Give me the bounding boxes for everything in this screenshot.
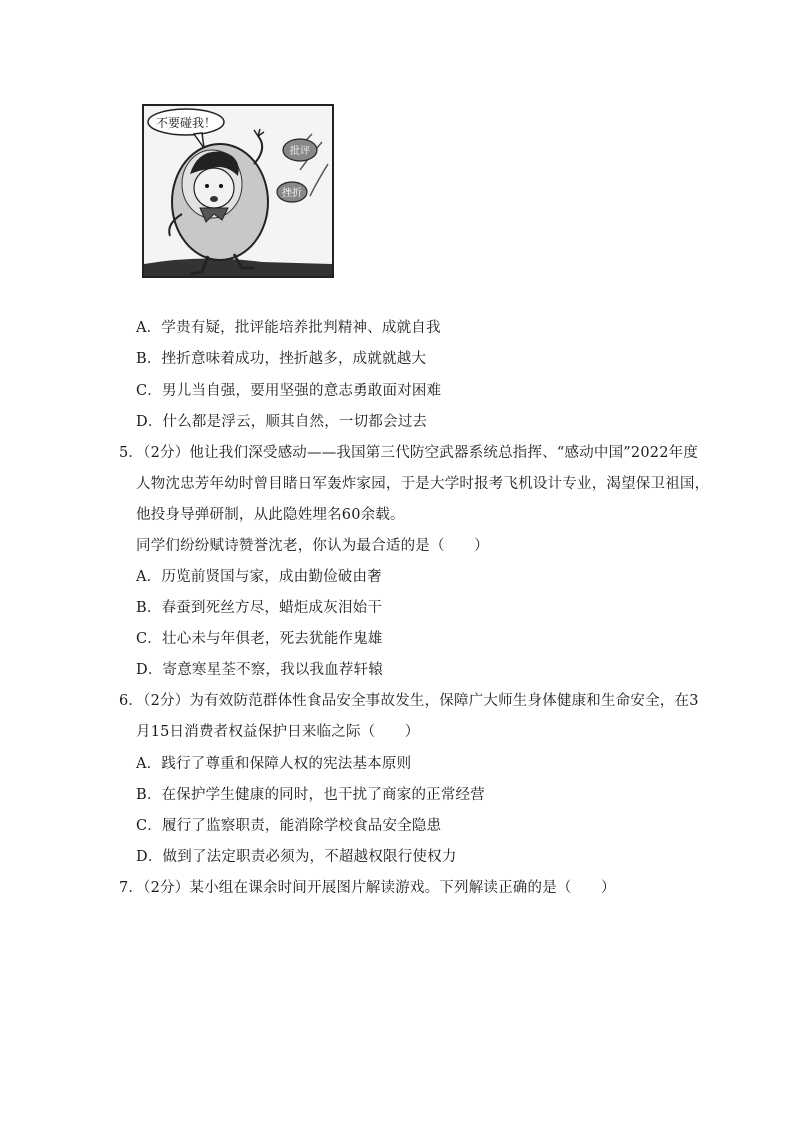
q5-stem-line-3: 他投身导弹研制，从此隐姓埋名60余载。 (136, 507, 405, 523)
q5-stem-line-1: 5．（2分）他让我们深受感动——我国第三代防空武器系统总指挥、“感动中国”2022年度 (119, 445, 699, 461)
q5-option-d[interactable]: D．寄意寒星荃不察，我以我血荐轩辕 (136, 662, 384, 678)
q5-option-b[interactable]: B．春蚕到死丝方尽，蜡炬成灰泪始干 (136, 600, 383, 616)
speech-text: 不要碰我！ (155, 116, 217, 130)
q4-option-c[interactable]: C．男儿当自强，要用坚强的意志勇敢面对困难 (136, 383, 442, 399)
q6-option-a[interactable]: A．践行了尊重和保障人权的宪法基本原则 (136, 756, 412, 772)
setback-stone (277, 182, 307, 202)
q6-stem-line-2: 月15日消费者权益保护日来临之际（ ） (136, 724, 420, 740)
cartoon-illustration (142, 104, 334, 278)
q7-stem-line-1: 7．（2分）某小组在课余时间开展图片解读游戏。下列解读正确的是（ ） (119, 880, 616, 896)
stone-label-criticism: 批评 (290, 146, 310, 157)
q4-option-d[interactable]: D．什么都是浮云，顺其自然，一切都会过去 (136, 414, 428, 430)
q4-option-b[interactable]: B．挫折意味着成功，挫折越多，成就就越大 (136, 351, 427, 367)
q6-stem-line-1: 6．（2分）为有效防范群体性食品安全事故发生，保障广大师生身体健康和生命安全，在3 (119, 693, 699, 709)
q5-stem-line-2: 人物沈忠芳年幼时曾目睹日军轰炸家园，于是大学时报考飞机设计专业，渴望保卫祖国， (136, 476, 710, 492)
q5-stem-line-4: 同学们纷纷赋诗赞誉沈老，你认为最合适的是（ ） (136, 538, 489, 554)
q6-option-b[interactable]: B．在保护学生健康的同时，也干扰了商家的正常经营 (136, 787, 485, 803)
q5-option-a[interactable]: A．历览前贤国与家，成由勤俭破由奢 (136, 569, 382, 585)
q4-option-a[interactable]: A．学贵有疑，批评能培养批判精神、成就自我 (136, 320, 441, 336)
q6-option-c[interactable]: C．履行了监察职责，能消除学校食品安全隐患 (136, 818, 442, 834)
criticism-stone (283, 139, 317, 161)
q5-option-c[interactable]: C．壮心未与年俱老，死去犹能作鬼雄 (136, 631, 383, 647)
stone-label-setback: 挫折 (282, 188, 302, 199)
q6-option-d[interactable]: D．做到了法定职责必须为，不超越权限行使权力 (136, 849, 457, 865)
